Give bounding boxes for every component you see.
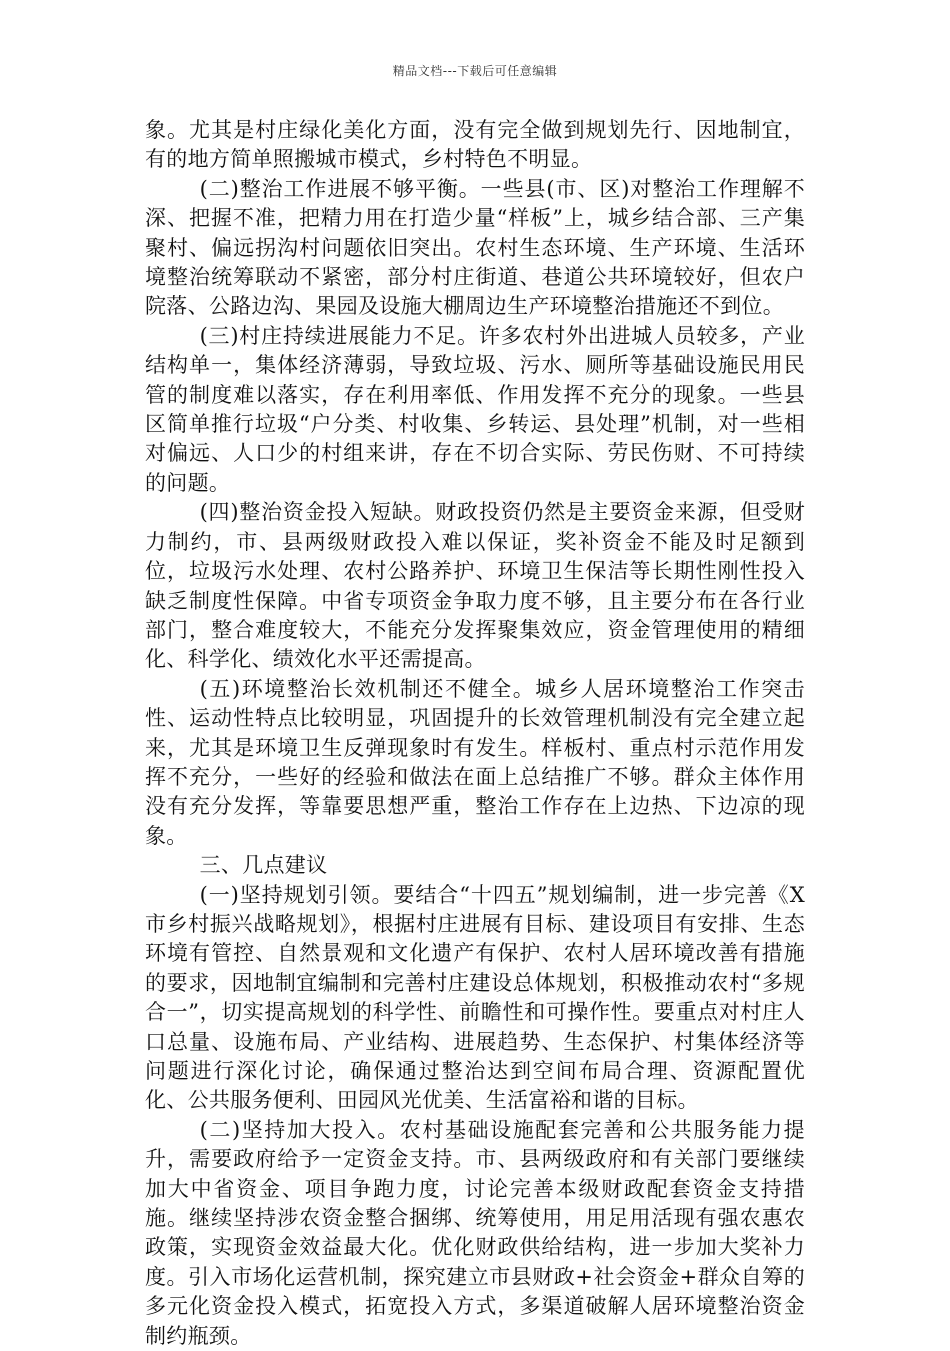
paragraph-continuation: 象。尤其是村庄绿化美化方面，没有完全做到规划先行、因地制宜，有的地方简单照搬城市模式，乡村特色不明显。 [145, 118, 805, 172]
section-heading-suggestions: 三、几点建议 [199, 853, 328, 878]
paragraph-section-2: (二)整治工作进展不够平衡。一些县(市、区)对整治工作理解不深、把握不准，把精力用在打造少量“样板”上，城乡结合部、三产集聚村、偏远拐沟村问题依旧突出。农村生态环境、生产环境、生活环境整治统筹联动不紧密，部分村庄街道、巷道公共环境较好，但农户院落、公路边沟、果园及设施大棚周边生产环境整治措施还不到位。 [145, 176, 805, 319]
page-header: 精品文档---下载后可任意编辑 [392, 64, 558, 78]
paragraph-section-4: (四)整治资金投入短缺。财政投资仍然是主要资金来源，但受财力制约，市、县两级财政投入难以保证，奖补资金不能及时足额到位，垃圾污水处理、农村公路养护、环境卫生保洁等长期性刚性投入缺乏制度性保障。中省专项资金争取力度不够，且主要分布在各行业部门，整合难度较大，不能充分发挥聚集效应，资金管理使用的精细化、科学化、绩效化水平还需提高。 [145, 500, 805, 672]
paragraph-suggestion-2: (二)坚持加大投入。农村基础设施配套完善和公共服务能力提升，需要政府给予一定资金支持。市、县两级政府和有关部门要继续加大中省资金、项目争跑力度，讨论完善本级财政配套资金支持措施。继续坚持涉农资金整合捆绑、统筹使用，用足用活现有强农惠农政策，实现资金效益最大化。优化财政供给结构，进一步加大奖补力度。引入市场化运营机制，探究建立市县财政+社会资金+群众自筹的多元化资金投入模式，拓宽投入方式，多渠道破解人居环境整治资金制约瓶颈。 [145, 1117, 805, 1348]
paragraph-suggestion-1: (一)坚持规划引领。要结合“十四五”规划编制，进一步完善《X市乡村振兴战略规划》，根据村庄进展有目标、建设项目有安排、生态环境有管控、自然景观和文化遗产有保护、农村人居环境改善有措施的要求，因地制宜编制和完善村庄建设总体规划，积极推动农村“多规合一”，切实提高规划的科学性、前瞻性和可操作性。要重点对村庄人口总量、设施布局、产业结构、进展趋势、生态保护、村集体经济等问题进行深化讨论，确保通过整治达到空间布局合理、资源配置优化、公共服务便利、田园风光优美、生活富裕和谐的目标。 [145, 882, 805, 1113]
paragraph-section-3: (三)村庄持续进展能力不足。许多农村外出进城人员较多，产业结构单一，集体经济薄弱，导致垃圾、污水、厕所等基础设施民用民管的制度难以落实，存在利用率低、作用发挥不充分的现象。一些县区简单推行垃圾“户分类、村收集、乡转运、县处理”机制，对一些相对偏远、人口少的村组来讲，存在不切合实际、劳民伤财、不可持续的问题。 [145, 323, 805, 495]
paragraph-section-5: (五)环境整治长效机制还不健全。城乡人居环境整治工作突击性、运动性特点比较明显，巩固提升的长效管理机制没有完全建立起来，尤其是环境卫生反弹现象时有发生。样板村、重点村示范作用发挥不充分，一些好的经验和做法在面上总结推广不够。群众主体作用没有充分发挥，等靠要思想严重，整治工作存在上边热、下边凉的现象。 [145, 676, 805, 848]
document-body [145, 116, 805, 1351]
